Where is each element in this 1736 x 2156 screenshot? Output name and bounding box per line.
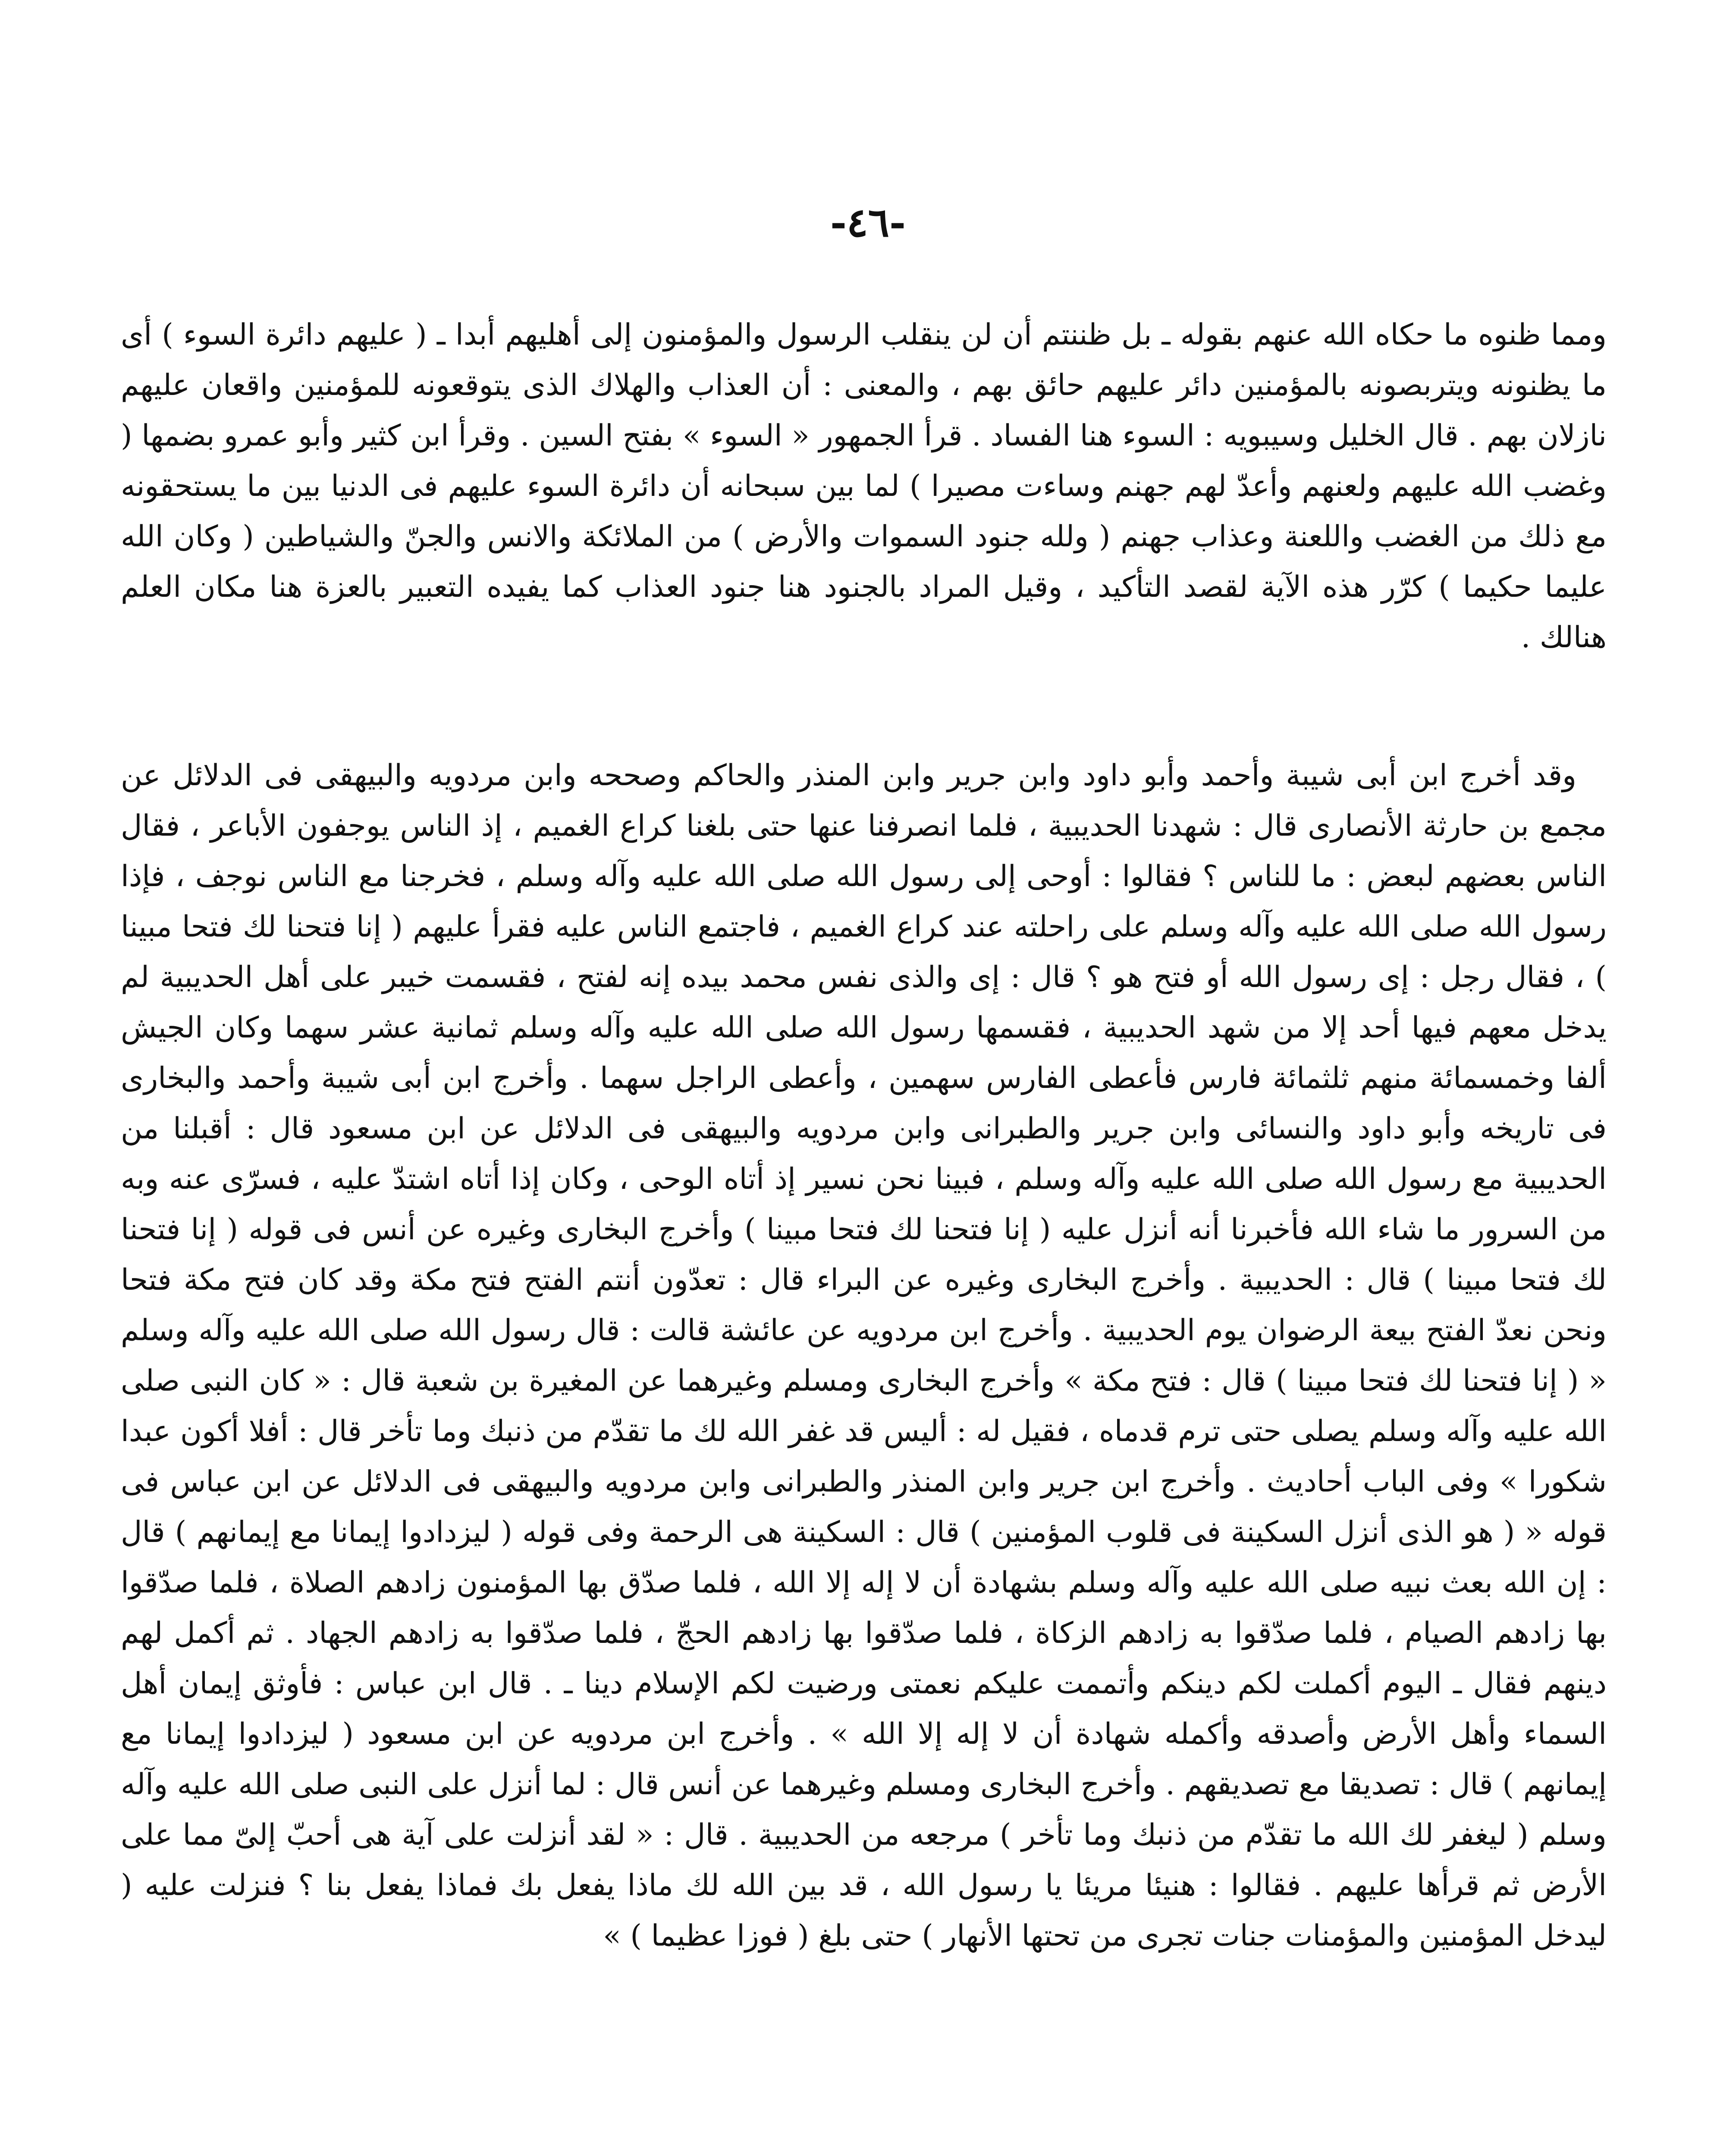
paragraph-text: وقد أخرج ابن أبى شيبة وأحمد وأبو داود وابن جرير وابن المنذر والحاكم وصححه وابن مردويه والبيهقى فى الدلائل عن مجمع بن حارثة الأنصارى قال : شهدنا الحديبية ، فلما انصرفنا عنها حتى بلغنا كراع الغميم ، إذ الناس يوجفون الأباعر ، فقال الناس بعضهم لبعض : ما للناس ؟ فقالوا : أوحى إلى رسول الله صلى الله عليه وآله وسلم ، فخرجنا مع الناس نوجف ، فإذا رسول الله صلى الله عليه وآله وسلم على راحلته عند كراع الغميم ، فاجتمع الناس عليه فقرأ عليهم ( إنا فتحنا لك فتحا مبينا ) ، فقال رجل : إى رسول الله أو فتح هو ؟ قال : إى والذى نفس محمد بيده إنه لفتح ، فقسمت خيبر على أهل الحديبية لم يدخل معهم فيها أحد إلا من شهد الحديبية ، فقسمها رسول الله صلى الله عليه وآله وسلم ثمانية عشر سهما وكان الجيش ألفا وخمسمائة منهم ثلثمائة فارس فأعطى الفارس سهمين ، وأعطى الراجل سهما . وأخرج ابن أبى شيبة وأحمد والبخارى فى تاريخه وأبو داود والنسائى وابن جرير والطبرانى وابن مردويه والبيهقى فى الدلائل عن ابن مسعود قال : أقبلنا من الحديبية مع رسول الله صلى الله عليه وآله وسلم ، فبينا نحن نسير إذ أتاه الوحى ، وكان إذا أتاه اشتدّ عليه ، فسرّى عنه وبه من السرور ما شاء الله فأخبرنا أنه أنزل عليه ( إنا فتحنا لك فتحا مبينا ) وأخرج البخارى وغيره عن أنس فى قوله ( إنا فتحنا لك فتحا مبينا ) قال : الحديبية . وأخرج البخارى وغيره عن البراء قال : تعدّون أنتم الفتح فتح مكة وقد كان فتح مكة فتحا ونحن نعدّ الفتح بيعة الرضوان يوم الحديبية . وأخرج ابن مردويه عن عائشة قالت : قال رسول الله صلى الله عليه وآله وسلم « ( إنا فتحنا لك فتحا مبينا ) قال : فتح مكة » وأخرج البخارى ومسلم وغيرهما عن المغيرة بن شعبة قال : « كان النبى صلى الله عليه وآله وسلم يصلى حتى ترم قدماه ، فقيل له : أليس قد غفر الله لك ما تقدّم من ذنبك وما تأخر قال : أفلا أكون عبدا شكورا » وفى الباب أحاديث . وأخرج ابن جرير وابن المنذر والطبرانى وابن مردويه والبيهقى فى الدلائل عن ابن عباس فى قوله « ( هو الذى أنزل السكينة فى قلوب المؤمنين ) قال : السكينة هى الرحمة وفى قوله ( ليزدادوا إيمانا مع إيمانهم ) قال : إن الله بعث نبيه صلى الله عليه وآله وسلم بشهادة أن لا إله إلا الله ، فلما صدّق بها المؤمنون زادهم الصلاة ، فلما صدّقوا بها زادهم الصيام ، فلما صدّقوا به زادهم الزكاة ، فلما صدّقوا بها زادهم الحجّ ، فلما صدّقوا به زادهم الجهاد . ثم أكمل لهم دينهم فقال ـ اليوم أكملت لكم دينكم وأتممت عليكم نعمتى ورضيت لكم الإسلام دينا ـ . قال ابن عباس : فأوثق إيمان أهل السماء وأهل الأرض وأصدقه وأكمله شهادة أن لا إله إلا الله » . وأخرج ابن مردويه عن ابن مسعود ( ليزدادوا إيمانا مع إيمانهم ) قال : تصديقا مع تصديقهم . وأخرج البخارى ومسلم وغيرهما عن أنس قال : لما أنزل على النبى صلى الله عليه وآله وسلم ( ليغفر لك الله ما تقدّم من ذنبك وما تأخر ) مرجعه من الحديبية . قال : « لقد أنزلت على آية هى أحبّ إلىّ مما على الأرض ثم قرأها عليهم . فقالوا : هنيئا مريئا يا رسول الله ، قد بين الله لك ماذا يفعل بك فماذا يفعل بنا ؟ فنزلت عليه ( ليدخل المؤمنين والمؤمنات جنات تجرى من تحتها الأنهار ) حتى بلغ ( فوزا عظيما ) » — [121, 758, 1607, 1953]
paragraph-narrations — [121, 750, 1607, 1961]
paragraph-commentary — [121, 310, 1607, 663]
paragraph-text: ومما ظنوه ما حكاه الله عنهم بقوله ـ بل ظننتم أن لن ينقلب الرسول والمؤمنون إلى أهليهم أبدا ـ ( عليهم دائرة السوء ) أى ما يظنونه ويتربصونه بالمؤمنين دائر عليهم حائق بهم ، والمعنى : أن العذاب والهلاك الذى يتوقعونه للمؤمنين واقعان عليهم نازلان بهم . قال الخليل وسيبويه : السوء هنا الفساد . قرأ الجمهور « السوء » بفتح السين . وقرأ ابن كثير وأبو عمرو بضمها ( وغضب الله عليهم ولعنهم وأعدّ لهم جهنم وساءت مصيرا ) لما بين سبحانه أن دائرة السوء عليهم فى الدنيا بين ما يستحقونه مع ذلك من الغضب واللعنة وعذاب جهنم ( ولله جنود السموات والأرض ) من الملائكة والانس والجنّ والشياطين ( وكان الله عليما حكيما ) كرّر هذه الآية لقصد التأكيد ، وقيل المراد بالجنود هنا جنود العذاب كما يفيده التعبير بالعزة هنا مكان العلم هنالك . — [121, 318, 1607, 655]
page-number: -٤٦- — [830, 199, 906, 246]
